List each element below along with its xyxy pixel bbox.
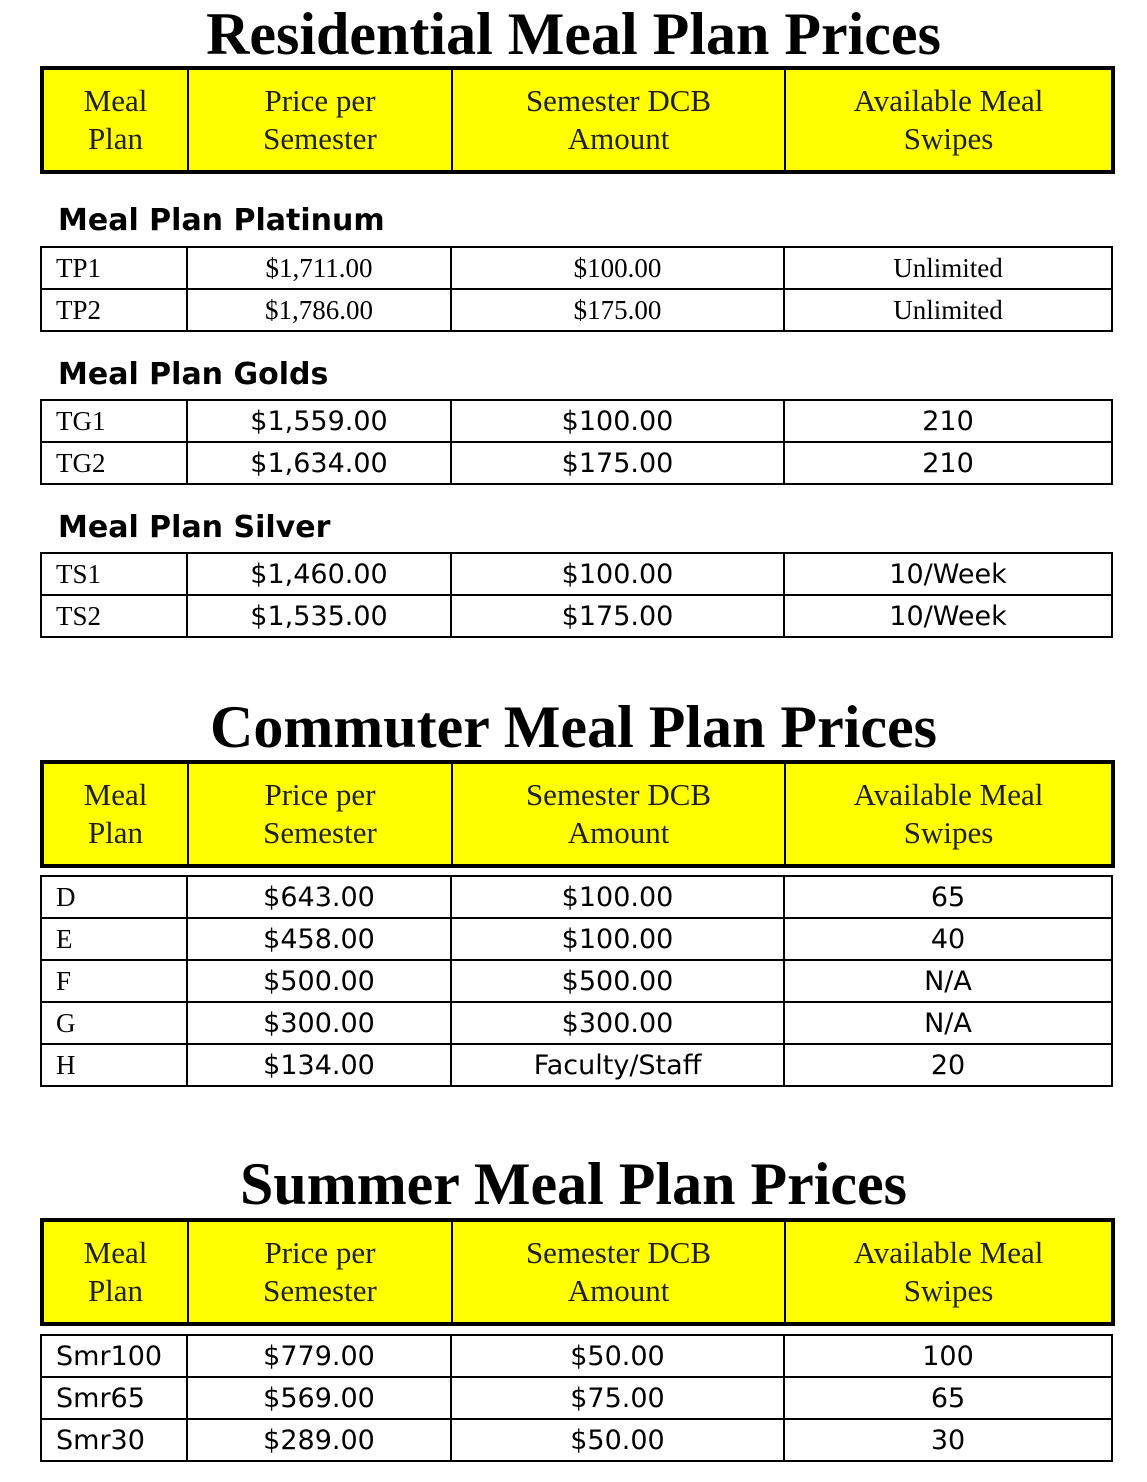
cell-dcb-amount: $50.00 bbox=[451, 1335, 784, 1377]
table-row bbox=[41, 400, 1112, 442]
cell-meal-plan: TP2 bbox=[41, 289, 187, 331]
cell-price: $1,559.00 bbox=[187, 400, 451, 442]
header-meal-plan: Meal Plan bbox=[42, 68, 188, 172]
header-row bbox=[42, 68, 1113, 172]
cell-meal-swipes: 100 bbox=[784, 1335, 1112, 1377]
cell-dcb-amount: $75.00 bbox=[451, 1377, 784, 1419]
cell-meal-swipes: N/A bbox=[784, 1002, 1112, 1044]
cell-dcb-amount: $500.00 bbox=[451, 960, 784, 1002]
cell-price: $1,535.00 bbox=[187, 595, 451, 637]
residential-title: Residential Meal Plan Prices bbox=[206, 1, 941, 67]
header-meal-swipes: Available Meal Swipes bbox=[785, 1220, 1113, 1324]
cell-meal-plan: E bbox=[41, 918, 187, 960]
cell-meal-plan: H bbox=[41, 1044, 187, 1086]
cell-meal-swipes: 20 bbox=[784, 1044, 1112, 1086]
cell-dcb-amount: $100.00 bbox=[451, 553, 784, 595]
cell-dcb-amount: $100.00 bbox=[451, 918, 784, 960]
golds-table bbox=[40, 399, 1113, 485]
cell-meal-plan: Smr30 bbox=[41, 1419, 187, 1461]
cell-meal-plan: F bbox=[41, 960, 187, 1002]
cell-meal-swipes: 10/Week bbox=[784, 595, 1112, 637]
platinum-table bbox=[40, 246, 1113, 332]
cell-dcb-amount: $100.00 bbox=[451, 400, 784, 442]
cell-meal-plan: TP1 bbox=[41, 247, 187, 289]
cell-price: $458.00 bbox=[187, 918, 451, 960]
header-price: Price per Semester bbox=[188, 1220, 452, 1324]
cell-price: $779.00 bbox=[187, 1335, 451, 1377]
cell-meal-plan: TG2 bbox=[41, 442, 187, 484]
cell-dcb-amount: $175.00 bbox=[451, 442, 784, 484]
cell-meal-plan: TS2 bbox=[41, 595, 187, 637]
cell-dcb-amount: $100.00 bbox=[451, 247, 784, 289]
header-dcb-amount: Semester DCB Amount bbox=[452, 762, 785, 866]
table-row bbox=[41, 553, 1112, 595]
cell-meal-swipes: 10/Week bbox=[784, 553, 1112, 595]
header-price: Price per Semester bbox=[188, 68, 452, 172]
cell-meal-swipes: Unlimited bbox=[784, 289, 1112, 331]
table-row bbox=[41, 1419, 1112, 1461]
cell-dcb-amount: $100.00 bbox=[451, 876, 784, 918]
cell-dcb-amount: $175.00 bbox=[451, 595, 784, 637]
table-row bbox=[41, 247, 1112, 289]
table-row bbox=[41, 442, 1112, 484]
residential-header-table bbox=[40, 66, 1115, 174]
header-price: Price per Semester bbox=[188, 762, 452, 866]
group-title-golds: Meal Plan Golds bbox=[58, 357, 329, 392]
cell-meal-swipes: 65 bbox=[784, 876, 1112, 918]
header-meal-plan: Meal Plan bbox=[42, 762, 188, 866]
cell-meal-swipes: 40 bbox=[784, 918, 1112, 960]
cell-meal-swipes: N/A bbox=[784, 960, 1112, 1002]
cell-dcb-amount: Faculty/Staff bbox=[451, 1044, 784, 1086]
table-row bbox=[41, 595, 1112, 637]
table-row bbox=[41, 918, 1112, 960]
cell-dcb-amount: $175.00 bbox=[451, 289, 784, 331]
cell-price: $1,460.00 bbox=[187, 553, 451, 595]
cell-meal-swipes: 210 bbox=[784, 400, 1112, 442]
commuter-table bbox=[40, 875, 1113, 1087]
table-row bbox=[41, 289, 1112, 331]
cell-meal-plan: Smr65 bbox=[41, 1377, 187, 1419]
header-meal-swipes: Available Meal Swipes bbox=[785, 762, 1113, 866]
cell-dcb-amount: $300.00 bbox=[451, 1002, 784, 1044]
cell-meal-swipes: 65 bbox=[784, 1377, 1112, 1419]
table-row bbox=[41, 960, 1112, 1002]
header-dcb-amount: Semester DCB Amount bbox=[452, 68, 785, 172]
cell-price: $134.00 bbox=[187, 1044, 451, 1086]
cell-price: $1,711.00 bbox=[187, 247, 451, 289]
cell-meal-plan: D bbox=[41, 876, 187, 918]
group-title-platinum: Meal Plan Platinum bbox=[58, 203, 385, 238]
cell-meal-plan: TG1 bbox=[41, 400, 187, 442]
cell-meal-swipes: 30 bbox=[784, 1419, 1112, 1461]
header-row bbox=[42, 762, 1113, 866]
cell-price: $300.00 bbox=[187, 1002, 451, 1044]
commuter-title: Commuter Meal Plan Prices bbox=[209, 694, 937, 760]
silver-table bbox=[40, 552, 1113, 638]
cell-meal-plan: Smr100 bbox=[41, 1335, 187, 1377]
table-row bbox=[41, 876, 1112, 918]
summer-title: Summer Meal Plan Prices bbox=[239, 1151, 908, 1217]
summer-header-table bbox=[40, 1218, 1115, 1326]
cell-dcb-amount: $50.00 bbox=[451, 1419, 784, 1461]
cell-price: $1,786.00 bbox=[187, 289, 451, 331]
header-row bbox=[42, 1220, 1113, 1324]
cell-meal-swipes: Unlimited bbox=[784, 247, 1112, 289]
header-dcb-amount: Semester DCB Amount bbox=[452, 1220, 785, 1324]
summer-table bbox=[40, 1334, 1113, 1462]
cell-meal-plan: TS1 bbox=[41, 553, 187, 595]
header-meal-plan: Meal Plan bbox=[42, 1220, 188, 1324]
header-meal-swipes: Available Meal Swipes bbox=[785, 68, 1113, 172]
table-row bbox=[41, 1377, 1112, 1419]
cell-price: $1,634.00 bbox=[187, 442, 451, 484]
commuter-header-table bbox=[40, 760, 1115, 868]
cell-price: $289.00 bbox=[187, 1419, 451, 1461]
cell-price: $643.00 bbox=[187, 876, 451, 918]
cell-meal-plan: G bbox=[41, 1002, 187, 1044]
table-row bbox=[41, 1044, 1112, 1086]
cell-price: $569.00 bbox=[187, 1377, 451, 1419]
cell-price: $500.00 bbox=[187, 960, 451, 1002]
table-row bbox=[41, 1335, 1112, 1377]
cell-meal-swipes: 210 bbox=[784, 442, 1112, 484]
group-title-silver: Meal Plan Silver bbox=[58, 510, 331, 545]
table-row bbox=[41, 1002, 1112, 1044]
